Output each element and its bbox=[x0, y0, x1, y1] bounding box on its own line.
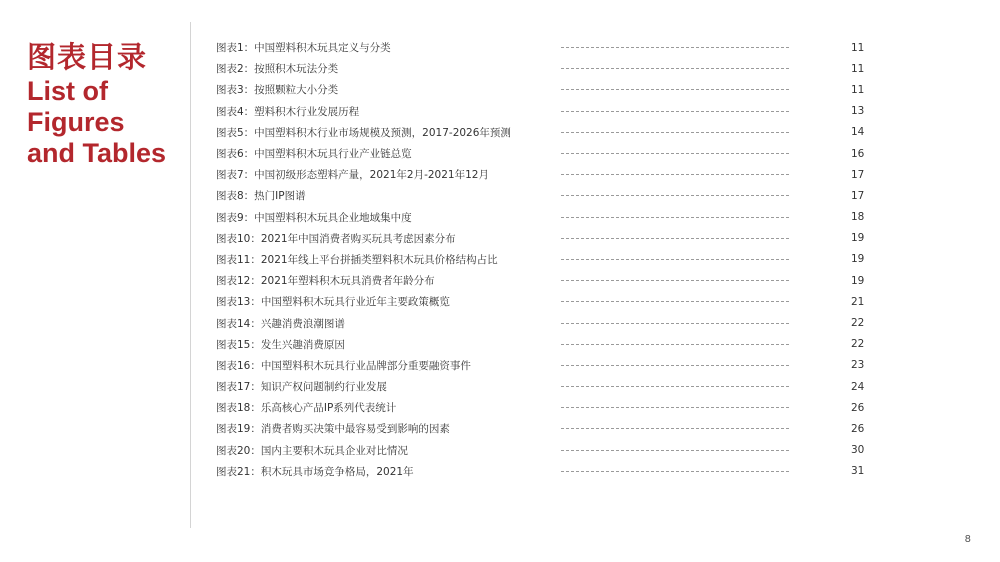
toc-row[interactable] bbox=[216, 58, 868, 79]
toc-row[interactable] bbox=[216, 418, 868, 439]
toc-row[interactable] bbox=[216, 228, 868, 249]
dotted-leader bbox=[561, 280, 789, 281]
toc-entry-page: 22 bbox=[851, 317, 865, 330]
dotted-leader bbox=[561, 450, 789, 451]
toc-entry-label: 图表19：消费者购买决策中最容易受到影响的因素 bbox=[216, 423, 450, 436]
toc-entry-label: 图表13：中国塑料积木玩具行业近年主要政策概览 bbox=[216, 296, 450, 309]
dotted-leader bbox=[561, 344, 789, 345]
dotted-leader bbox=[561, 174, 789, 175]
toc-row[interactable] bbox=[216, 164, 868, 185]
dotted-leader bbox=[561, 89, 789, 90]
toc-entry-page: 24 bbox=[851, 380, 865, 393]
title-english-line: List of bbox=[27, 76, 108, 106]
toc-entry-page: 31 bbox=[851, 465, 865, 478]
toc-entry-page: 19 bbox=[851, 253, 865, 266]
toc-entry-page: 19 bbox=[851, 232, 865, 245]
dotted-leader bbox=[561, 301, 789, 302]
toc-entry-label: 图表7：中国初级形态塑料产量，2021年2月-2021年12月 bbox=[216, 169, 489, 182]
toc-entry-label: 图表3：按照颗粒大小分类 bbox=[216, 84, 339, 97]
toc-row[interactable] bbox=[216, 334, 868, 355]
toc-entry-label: 图表12：2021年塑料积木玩具消费者年龄分布 bbox=[216, 275, 435, 288]
dotted-leader bbox=[561, 471, 789, 472]
dotted-leader bbox=[561, 132, 789, 133]
toc-entry-page: 13 bbox=[851, 105, 865, 118]
toc-row[interactable] bbox=[216, 207, 868, 228]
dotted-leader bbox=[561, 153, 789, 154]
toc-row[interactable] bbox=[216, 101, 868, 122]
toc-row[interactable] bbox=[216, 312, 868, 333]
toc-entry-label: 图表17：知识产权问题制约行业发展 bbox=[216, 381, 387, 394]
toc-entry-page: 18 bbox=[851, 211, 865, 224]
toc-row[interactable] bbox=[216, 79, 868, 100]
dotted-leader bbox=[561, 407, 789, 408]
toc-row[interactable] bbox=[216, 355, 868, 376]
toc-entry-page: 19 bbox=[851, 274, 865, 287]
toc-entry-page: 26 bbox=[851, 401, 865, 414]
toc-entry-page: 30 bbox=[851, 444, 865, 457]
toc-entry-page: 23 bbox=[851, 359, 865, 372]
page-number: 8 bbox=[964, 534, 971, 545]
dotted-leader bbox=[561, 428, 789, 429]
toc-entry-page: 16 bbox=[851, 147, 865, 160]
title-chinese: 图表目录 bbox=[27, 40, 148, 74]
toc-row[interactable] bbox=[216, 122, 868, 143]
toc-row[interactable] bbox=[216, 249, 868, 270]
toc-entry-label: 图表16：中国塑料积木玩具行业品牌部分重要融资事件 bbox=[216, 359, 471, 372]
toc-entry-page: 11 bbox=[851, 41, 865, 54]
toc-entry-label: 图表11：2021年线上平台拼插类塑料积木玩具价格结构占比 bbox=[216, 253, 498, 266]
toc-entry-label: 图表2：按照积木玩法分类 bbox=[216, 63, 339, 76]
dotted-leader bbox=[561, 68, 789, 69]
toc-entry-label: 图表9：中国塑料积木玩具企业地域集中度 bbox=[216, 211, 412, 224]
toc-entry-page: 14 bbox=[851, 126, 865, 139]
toc-row[interactable] bbox=[216, 440, 868, 461]
figure-list bbox=[216, 37, 868, 482]
toc-entry-label: 图表8：热门IP图谱 bbox=[216, 190, 306, 203]
dotted-leader bbox=[561, 365, 789, 366]
toc-entry-label: 图表5：中国塑料积木行业市场规模及预测，2017-2026年预测 bbox=[216, 126, 511, 139]
toc-entry-label: 图表6：中国塑料积木玩具行业产业链总览 bbox=[216, 148, 412, 161]
toc-entry-label: 图表18：乐高核心产品IP系列代表统计 bbox=[216, 402, 397, 415]
vertical-divider bbox=[190, 22, 191, 528]
toc-entry-page: 11 bbox=[851, 62, 865, 75]
dotted-leader bbox=[561, 217, 789, 218]
dotted-leader bbox=[561, 238, 789, 239]
section-title bbox=[27, 40, 166, 169]
dotted-leader bbox=[561, 47, 789, 48]
toc-entry-label: 图表10：2021年中国消费者购买玩具考虑因素分布 bbox=[216, 232, 456, 245]
dotted-leader bbox=[561, 259, 789, 260]
dotted-leader bbox=[561, 195, 789, 196]
toc-row[interactable] bbox=[216, 397, 868, 418]
title-english-line: Figures bbox=[27, 107, 125, 137]
toc-entry-page: 26 bbox=[851, 422, 865, 435]
toc-entry-label: 图表20：国内主要积木玩具企业对比情况 bbox=[216, 444, 408, 457]
toc-entry-label: 图表1：中国塑料积木玩具定义与分类 bbox=[216, 42, 391, 55]
dotted-leader bbox=[561, 111, 789, 112]
title-english-line: and Tables bbox=[27, 138, 167, 168]
toc-entry-page: 17 bbox=[851, 189, 865, 202]
dotted-leader bbox=[561, 323, 789, 324]
toc-row[interactable] bbox=[216, 270, 868, 291]
toc-entry-label: 图表14：兴趣消费浪潮图谱 bbox=[216, 317, 345, 330]
toc-row[interactable] bbox=[216, 37, 868, 58]
toc-entry-label: 图表15：发生兴趣消费原因 bbox=[216, 338, 345, 351]
toc-entry-label: 图表21：积木玩具市场竞争格局，2021年 bbox=[216, 465, 414, 478]
toc-row[interactable] bbox=[216, 291, 868, 312]
dotted-leader bbox=[561, 386, 789, 387]
title-english bbox=[27, 76, 166, 169]
toc-entry-page: 22 bbox=[851, 338, 865, 351]
toc-row[interactable] bbox=[216, 461, 868, 482]
toc-entry-page: 11 bbox=[851, 83, 865, 96]
toc-row[interactable] bbox=[216, 185, 868, 206]
toc-entry-label: 图表4：塑料积木行业发展历程 bbox=[216, 105, 360, 118]
toc-row[interactable] bbox=[216, 376, 868, 397]
toc-entry-page: 21 bbox=[851, 295, 865, 308]
toc-row[interactable] bbox=[216, 143, 868, 164]
toc-entry-page: 17 bbox=[851, 168, 865, 181]
